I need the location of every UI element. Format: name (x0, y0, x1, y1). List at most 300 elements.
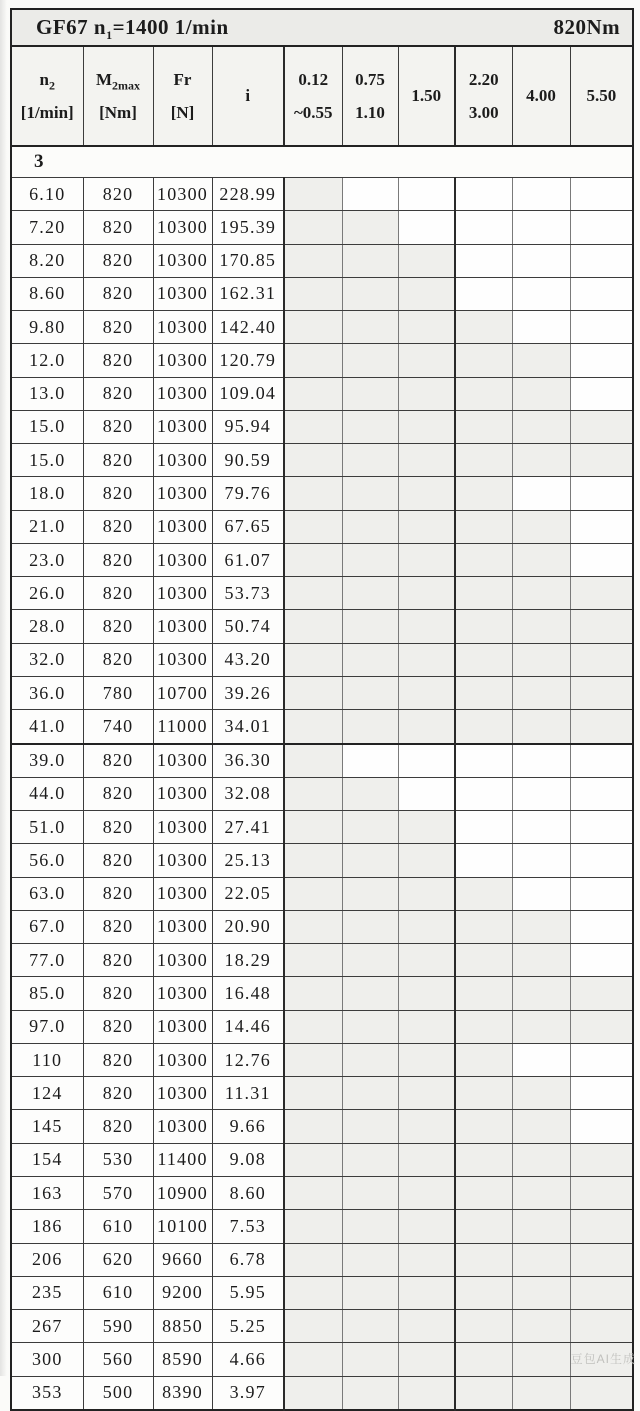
table-row (11, 1110, 633, 1143)
cell-n2: 267 (11, 1310, 83, 1343)
power-cell-2 (342, 744, 398, 778)
power-cell-3 (398, 1077, 455, 1110)
power-cell-1 (284, 1243, 342, 1276)
cell-i: 16.48 (212, 977, 284, 1010)
power-cell-3 (398, 1176, 455, 1209)
cell-fr: 10300 (153, 1010, 212, 1043)
power-cell-3 (398, 676, 455, 709)
cell-fr: 10300 (153, 811, 212, 844)
power-cell-6 (570, 877, 633, 910)
cell-n2: 300 (11, 1343, 83, 1376)
cell-fr: 10300 (153, 944, 212, 977)
cell-i: 8.60 (212, 1176, 284, 1209)
cell-n2: 36.0 (11, 676, 83, 709)
cell-n2: 41.0 (11, 710, 83, 744)
power-cell-1 (284, 977, 342, 1010)
cell-i: 120.79 (212, 344, 284, 377)
power-cell-5 (512, 1243, 570, 1276)
power-cell-5 (512, 676, 570, 709)
table-row (11, 977, 633, 1010)
cell-i: 53.73 (212, 577, 284, 610)
power-cell-3 (398, 377, 455, 410)
table-row (11, 543, 633, 576)
power-cell-5 (512, 1276, 570, 1309)
power-cell-3 (398, 910, 455, 943)
power-cell-4 (455, 311, 512, 344)
power-cell-5 (512, 1110, 570, 1143)
cell-m2max: 820 (83, 944, 153, 977)
power-cell-5 (512, 1210, 570, 1243)
power-cell-5 (512, 1143, 570, 1176)
cell-m2max: 570 (83, 1176, 153, 1209)
power-cell-4 (455, 510, 512, 543)
power-cell-3 (398, 1210, 455, 1243)
power-cell-6 (570, 510, 633, 543)
cell-m2max: 500 (83, 1376, 153, 1410)
table-row (11, 1310, 633, 1343)
cell-m2max: 820 (83, 244, 153, 277)
power-cell-2 (342, 577, 398, 610)
power-cell-3 (398, 211, 455, 244)
cell-i: 12.76 (212, 1043, 284, 1076)
power-cell-3 (398, 744, 455, 778)
power-cell-1 (284, 610, 342, 643)
power-cell-2 (342, 410, 398, 443)
power-cell-1 (284, 311, 342, 344)
cell-fr: 8850 (153, 1310, 212, 1343)
power-cell-5 (512, 710, 570, 744)
power-cell-2 (342, 277, 398, 310)
power-cell-2 (342, 1210, 398, 1243)
cell-m2max: 740 (83, 710, 153, 744)
title-torque: 820Nm (553, 15, 621, 39)
power-cell-5 (512, 910, 570, 943)
cell-n2: 51.0 (11, 811, 83, 844)
power-cell-2 (342, 1010, 398, 1043)
cell-m2max: 820 (83, 410, 153, 443)
cell-n2: 124 (11, 1077, 83, 1110)
cell-i: 6.78 (212, 1243, 284, 1276)
cell-fr: 10300 (153, 1110, 212, 1143)
table-row (11, 1376, 633, 1410)
table-row (11, 710, 633, 744)
power-cell-1 (284, 877, 342, 910)
power-cell-1 (284, 1077, 342, 1110)
cell-n2: 15.0 (11, 444, 83, 477)
table-row (11, 444, 633, 477)
power-cell-4 (455, 244, 512, 277)
power-cell-5 (512, 1010, 570, 1043)
cell-m2max: 820 (83, 1110, 153, 1143)
power-cell-5 (512, 1043, 570, 1076)
power-cell-1 (284, 710, 342, 744)
cell-i: 5.95 (212, 1276, 284, 1309)
power-cell-6 (570, 944, 633, 977)
table-row (11, 676, 633, 709)
power-cell-1 (284, 944, 342, 977)
cell-fr: 10300 (153, 477, 212, 510)
power-cell-4 (455, 676, 512, 709)
table-row (11, 510, 633, 543)
table-row (11, 1210, 633, 1243)
cell-n2: 353 (11, 1376, 83, 1410)
cell-fr: 10300 (153, 277, 212, 310)
cell-fr: 10300 (153, 610, 212, 643)
cell-fr: 10300 (153, 1043, 212, 1076)
cell-m2max: 610 (83, 1276, 153, 1309)
cell-fr: 10300 (153, 178, 212, 211)
power-cell-1 (284, 676, 342, 709)
table-row (11, 1043, 633, 1076)
table-row (11, 910, 633, 943)
table-row (11, 410, 633, 443)
power-cell-6 (570, 1176, 633, 1209)
power-cell-3 (398, 944, 455, 977)
cell-fr: 9660 (153, 1243, 212, 1276)
power-cell-4 (455, 277, 512, 310)
power-cell-1 (284, 1376, 342, 1410)
table-row (11, 1077, 633, 1110)
power-cell-6 (570, 610, 633, 643)
cell-fr: 10300 (153, 910, 212, 943)
power-cell-1 (284, 477, 342, 510)
power-cell-2 (342, 477, 398, 510)
power-cell-5 (512, 477, 570, 510)
power-cell-1 (284, 1210, 342, 1243)
power-cell-3 (398, 877, 455, 910)
power-cell-4 (455, 1110, 512, 1143)
cell-m2max: 820 (83, 543, 153, 576)
cell-m2max: 820 (83, 844, 153, 877)
power-cell-4 (455, 744, 512, 778)
power-cell-2 (342, 676, 398, 709)
cell-n2: 23.0 (11, 543, 83, 576)
cell-i: 9.08 (212, 1143, 284, 1176)
power-cell-2 (342, 311, 398, 344)
cell-fr: 9200 (153, 1276, 212, 1309)
cell-n2: 145 (11, 1110, 83, 1143)
power-cell-1 (284, 643, 342, 676)
power-cell-4 (455, 1043, 512, 1076)
power-cell-3 (398, 444, 455, 477)
power-cell-1 (284, 811, 342, 844)
cell-m2max: 820 (83, 477, 153, 510)
power-cell-1 (284, 1310, 342, 1343)
power-cell-3 (398, 1043, 455, 1076)
power-cell-6 (570, 477, 633, 510)
power-cell-3 (398, 344, 455, 377)
cell-fr: 10300 (153, 444, 212, 477)
power-cell-3 (398, 510, 455, 543)
power-cell-1 (284, 1110, 342, 1143)
power-cell-6 (570, 710, 633, 744)
col-header-power-6: 5.50 (570, 46, 633, 146)
power-cell-3 (398, 1343, 455, 1376)
power-cell-6 (570, 977, 633, 1010)
power-cell-6 (570, 178, 633, 211)
power-cell-3 (398, 477, 455, 510)
cell-n2: 12.0 (11, 344, 83, 377)
power-cell-6 (570, 1276, 633, 1309)
table-row (11, 377, 633, 410)
cell-i: 18.29 (212, 944, 284, 977)
power-cell-4 (455, 377, 512, 410)
cell-n2: 21.0 (11, 510, 83, 543)
table-row (11, 877, 633, 910)
cell-n2: 13.0 (11, 377, 83, 410)
power-cell-4 (455, 410, 512, 443)
power-cell-4 (455, 1276, 512, 1309)
power-cell-4 (455, 777, 512, 810)
power-cell-4 (455, 178, 512, 211)
power-cell-3 (398, 1143, 455, 1176)
cell-n2: 163 (11, 1176, 83, 1209)
power-cell-3 (398, 1243, 455, 1276)
cell-n2: 56.0 (11, 844, 83, 877)
cell-fr: 10300 (153, 377, 212, 410)
power-cell-6 (570, 1376, 633, 1410)
power-cell-6 (570, 1110, 633, 1143)
power-cell-4 (455, 577, 512, 610)
power-cell-1 (284, 277, 342, 310)
cell-m2max: 820 (83, 277, 153, 310)
power-cell-3 (398, 1276, 455, 1309)
power-cell-1 (284, 1143, 342, 1176)
cell-n2: 97.0 (11, 1010, 83, 1043)
table-row (11, 311, 633, 344)
cell-m2max: 560 (83, 1343, 153, 1376)
power-cell-4 (455, 1210, 512, 1243)
power-cell-2 (342, 1343, 398, 1376)
power-cell-2 (342, 877, 398, 910)
cell-n2: 63.0 (11, 877, 83, 910)
power-cell-2 (342, 444, 398, 477)
cell-i: 4.66 (212, 1343, 284, 1376)
cell-i: 61.07 (212, 543, 284, 576)
cell-i: 195.39 (212, 211, 284, 244)
power-cell-4 (455, 477, 512, 510)
power-cell-2 (342, 777, 398, 810)
cell-n2: 39.0 (11, 744, 83, 778)
power-cell-2 (342, 1176, 398, 1209)
cell-fr: 10300 (153, 744, 212, 778)
power-cell-6 (570, 543, 633, 576)
power-cell-1 (284, 410, 342, 443)
cell-fr: 10300 (153, 311, 212, 344)
power-cell-6 (570, 410, 633, 443)
power-cell-6 (570, 444, 633, 477)
title-left: GF67 $n_1=1400$ 1/min (36, 15, 229, 43)
power-cell-1 (284, 1343, 342, 1376)
power-cell-4 (455, 1343, 512, 1376)
cell-m2max: 820 (83, 910, 153, 943)
cell-fr: 10300 (153, 244, 212, 277)
col-header-fr: Fr [N] (153, 46, 212, 146)
power-cell-6 (570, 744, 633, 778)
power-cell-1 (284, 744, 342, 778)
power-cell-1 (284, 178, 342, 211)
cell-n2: 28.0 (11, 610, 83, 643)
power-cell-2 (342, 1110, 398, 1143)
cell-m2max: 590 (83, 1310, 153, 1343)
cell-fr: 11000 (153, 710, 212, 744)
table-row (11, 811, 633, 844)
power-cell-2 (342, 610, 398, 643)
cell-fr: 10300 (153, 344, 212, 377)
power-cell-1 (284, 543, 342, 576)
power-cell-6 (570, 676, 633, 709)
cell-i: 36.30 (212, 744, 284, 778)
power-cell-6 (570, 1210, 633, 1243)
cell-i: 27.41 (212, 811, 284, 844)
cell-m2max: 780 (83, 676, 153, 709)
cell-m2max: 820 (83, 211, 153, 244)
cell-fr: 8590 (153, 1343, 212, 1376)
cell-i: 90.59 (212, 444, 284, 477)
col-header-i: i (212, 46, 284, 146)
power-cell-4 (455, 710, 512, 744)
cell-i: 22.05 (212, 877, 284, 910)
power-cell-2 (342, 910, 398, 943)
power-cell-6 (570, 811, 633, 844)
table-row (11, 1010, 633, 1043)
power-cell-6 (570, 1243, 633, 1276)
cell-fr: 10300 (153, 844, 212, 877)
table-row (11, 277, 633, 310)
power-cell-4 (455, 543, 512, 576)
power-cell-5 (512, 1310, 570, 1343)
cell-i: 14.46 (212, 1010, 284, 1043)
power-cell-5 (512, 444, 570, 477)
table-row (11, 1143, 633, 1176)
power-cell-2 (342, 1310, 398, 1343)
power-cell-5 (512, 744, 570, 778)
cell-i: 67.65 (212, 510, 284, 543)
power-cell-3 (398, 178, 455, 211)
power-cell-5 (512, 543, 570, 576)
power-cell-1 (284, 1176, 342, 1209)
cell-m2max: 820 (83, 777, 153, 810)
power-cell-2 (342, 344, 398, 377)
table-row (11, 1176, 633, 1209)
cell-m2max: 620 (83, 1243, 153, 1276)
power-cell-1 (284, 211, 342, 244)
cell-i: 43.20 (212, 643, 284, 676)
cell-i: 7.53 (212, 1210, 284, 1243)
table-row (11, 643, 633, 676)
power-cell-6 (570, 377, 633, 410)
power-cell-3 (398, 1310, 455, 1343)
group-label-row (11, 146, 633, 178)
cell-n2: 8.60 (11, 277, 83, 310)
power-cell-2 (342, 211, 398, 244)
cell-i: 228.99 (212, 178, 284, 211)
col-header-power-4: 2.20 3.00 (455, 46, 512, 146)
col-header-power-3: 1.50 (398, 46, 455, 146)
power-cell-2 (342, 1243, 398, 1276)
power-cell-3 (398, 244, 455, 277)
power-cell-5 (512, 643, 570, 676)
power-cell-3 (398, 977, 455, 1010)
power-cell-1 (284, 577, 342, 610)
cell-i: 95.94 (212, 410, 284, 443)
cell-m2max: 820 (83, 977, 153, 1010)
power-cell-6 (570, 1143, 633, 1176)
power-cell-5 (512, 1343, 570, 1376)
power-cell-4 (455, 1077, 512, 1110)
power-cell-2 (342, 1143, 398, 1176)
col-header-n2: $n_2$ [1/min] (11, 46, 83, 146)
power-cell-5 (512, 844, 570, 877)
power-cell-1 (284, 510, 342, 543)
power-cell-2 (342, 1043, 398, 1076)
cell-i: 170.85 (212, 244, 284, 277)
power-cell-6 (570, 211, 633, 244)
power-cell-5 (512, 510, 570, 543)
power-cell-6 (570, 577, 633, 610)
table-row (11, 211, 633, 244)
power-cell-2 (342, 543, 398, 576)
power-cell-6 (570, 277, 633, 310)
power-cell-6 (570, 344, 633, 377)
power-cell-6 (570, 1343, 633, 1376)
cell-i: 3.97 (212, 1376, 284, 1410)
cell-n2: 206 (11, 1243, 83, 1276)
power-cell-6 (570, 1310, 633, 1343)
power-cell-2 (342, 643, 398, 676)
power-cell-3 (398, 710, 455, 744)
power-cell-4 (455, 643, 512, 676)
power-cell-2 (342, 377, 398, 410)
cell-m2max: 820 (83, 1043, 153, 1076)
power-cell-4 (455, 1376, 512, 1410)
power-cell-6 (570, 1010, 633, 1043)
cell-i: 5.25 (212, 1310, 284, 1343)
power-cell-4 (455, 977, 512, 1010)
power-cell-3 (398, 610, 455, 643)
power-cell-1 (284, 1276, 342, 1309)
cell-i: 162.31 (212, 277, 284, 310)
cell-n2: 85.0 (11, 977, 83, 1010)
cell-fr: 10300 (153, 543, 212, 576)
power-cell-4 (455, 811, 512, 844)
power-cell-4 (455, 1243, 512, 1276)
cell-n2: 8.20 (11, 244, 83, 277)
power-cell-2 (342, 1077, 398, 1110)
cell-i: 9.66 (212, 1110, 284, 1143)
power-cell-6 (570, 910, 633, 943)
table-row (11, 344, 633, 377)
power-cell-2 (342, 710, 398, 744)
power-cell-5 (512, 944, 570, 977)
power-cell-4 (455, 1310, 512, 1343)
cell-n2: 77.0 (11, 944, 83, 977)
cell-n2: 235 (11, 1276, 83, 1309)
power-cell-5 (512, 178, 570, 211)
cell-m2max: 820 (83, 510, 153, 543)
power-cell-2 (342, 1276, 398, 1309)
cell-m2max: 820 (83, 344, 153, 377)
power-cell-3 (398, 410, 455, 443)
cell-m2max: 820 (83, 877, 153, 910)
power-cell-5 (512, 311, 570, 344)
table-title-row (11, 9, 633, 46)
cell-i: 32.08 (212, 777, 284, 810)
cell-fr: 8390 (153, 1376, 212, 1410)
cell-fr: 10100 (153, 1210, 212, 1243)
power-cell-4 (455, 910, 512, 943)
power-cell-3 (398, 1010, 455, 1043)
